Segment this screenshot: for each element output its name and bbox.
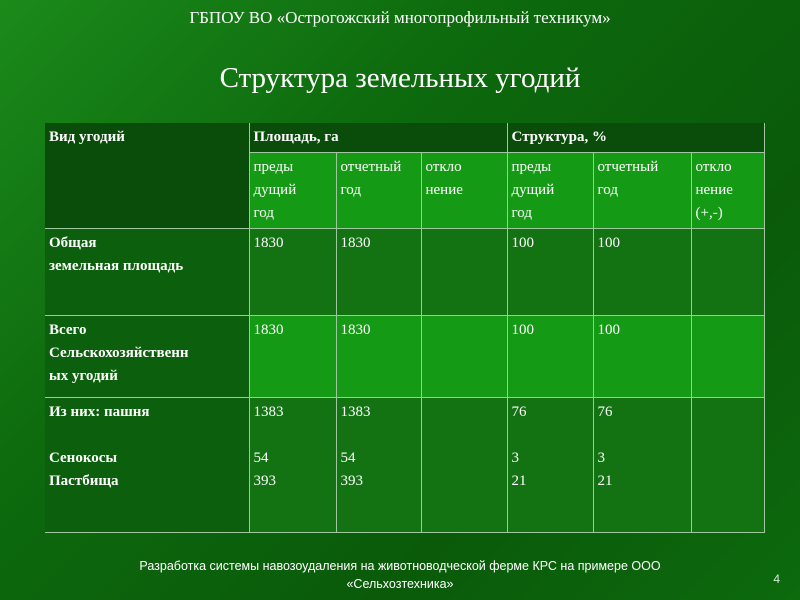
subheader-struct-prev: преды дущий год	[507, 153, 593, 229]
subheader-struct-report: отчетный год	[593, 153, 691, 229]
row-label: Всего Сельскохозяйственн ых угодий	[45, 316, 249, 398]
col-header-structure: Структура, %	[507, 123, 764, 153]
col-header-area: Площадь, га	[249, 123, 507, 153]
cell-struct-report: 100	[593, 229, 691, 316]
cell-area-dev	[421, 229, 507, 316]
table-header-row	[45, 123, 764, 153]
col-header-kind: Вид угодий	[45, 123, 249, 229]
cell-area-report: 1830	[336, 316, 421, 398]
table-row	[45, 229, 764, 316]
cell-struct-report: 100	[593, 316, 691, 398]
table-row	[45, 316, 764, 398]
subheader-area-dev: откло нение	[421, 153, 507, 229]
slide-title: Структура земельных угодий	[219, 62, 581, 94]
table-row	[45, 398, 764, 533]
cell-area-report: 1830	[336, 229, 421, 316]
cell-area-prev: 1830	[249, 229, 336, 316]
subheader-area-prev: преды дущий год	[249, 153, 336, 229]
subheader-area-report: отчетный год	[336, 153, 421, 229]
cell-struct-dev	[691, 229, 764, 316]
cell-struct-prev: 100	[507, 229, 593, 316]
page-number: 4	[773, 572, 780, 586]
cell-struct-report: 76 3 21	[593, 398, 691, 533]
cell-struct-dev	[691, 316, 764, 398]
cell-struct-prev: 100	[507, 316, 593, 398]
cell-area-dev	[421, 316, 507, 398]
cell-struct-prev: 76 3 21	[507, 398, 593, 533]
row-label: Общая земельная площадь	[45, 229, 249, 316]
land-structure-table	[45, 123, 765, 533]
slide-footer: Разработка системы навозоудаления на животноводческой ферме КРС на примере ООО «Сельхозтехника»	[139, 559, 661, 591]
cell-area-prev: 1830	[249, 316, 336, 398]
row-label: Из них: пашня Сенокосы Пастбища	[45, 398, 249, 533]
institution-header: ГБПОУ ВО «Острогожский многопрофильный техникум»	[189, 8, 611, 27]
cell-area-prev: 1383 54 393	[249, 398, 336, 533]
cell-area-report: 1383 54 393	[336, 398, 421, 533]
subheader-struct-dev: откло нение (+,-)	[691, 153, 764, 229]
cell-area-dev	[421, 398, 507, 533]
cell-struct-dev	[691, 398, 764, 533]
